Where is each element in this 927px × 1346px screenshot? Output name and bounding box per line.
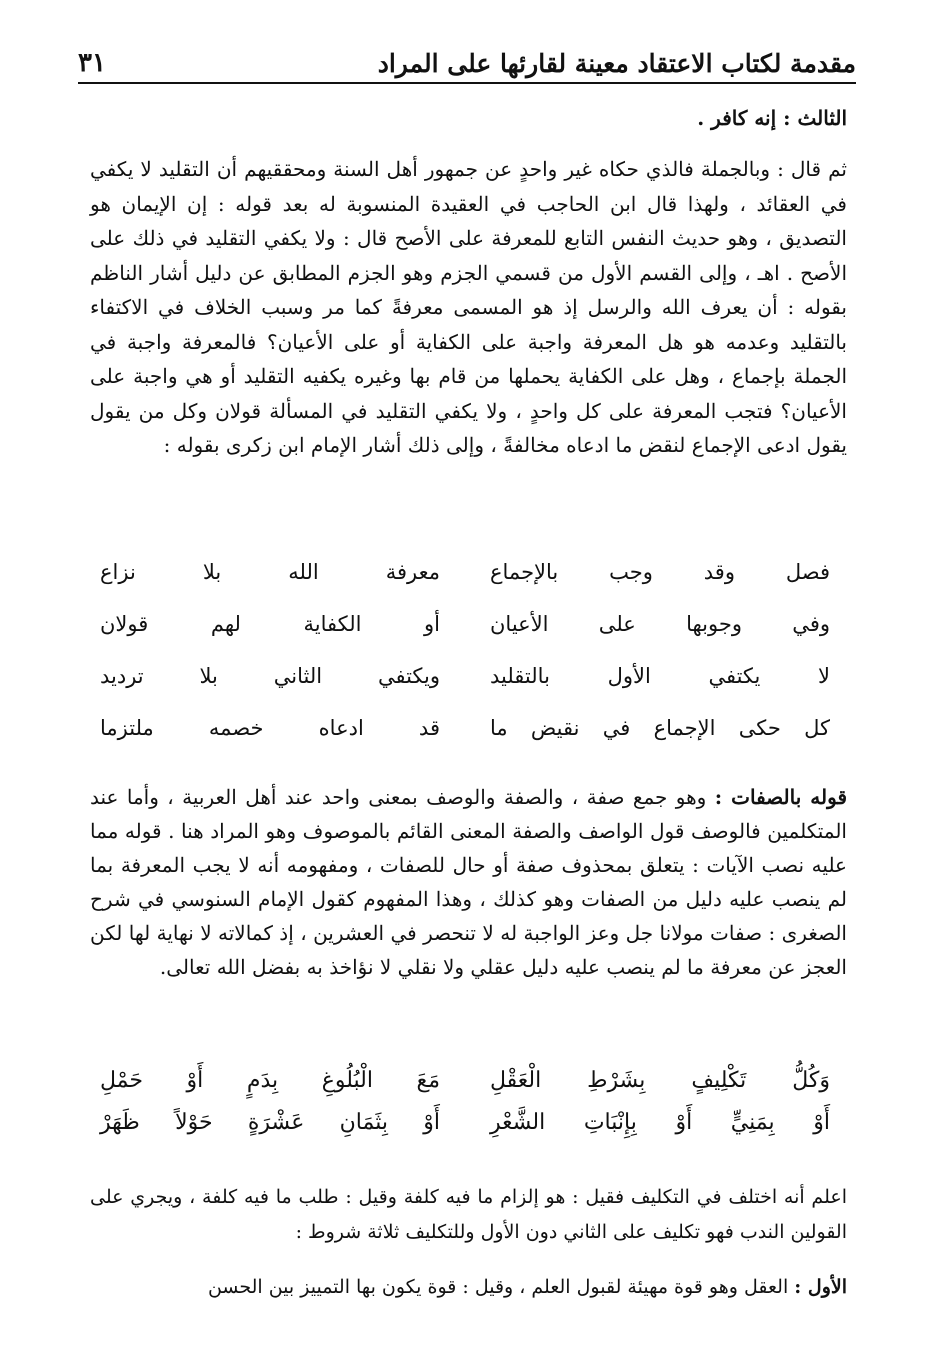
paragraph-taqlid: ثم قال : وبالجملة فالذي حكاه غير واحدٍ عن جمهور أهل السنة ومحققيهم أن التقليد لا يكفي في العقائد ، ولهذا قال ابن الحاجب في العقيدة المنسوبة له بعد قوله : إن الإيمان هو التصديق ، وهو حديث النفس التابع للمعرفة على الأصح قال : ولا يكفي التقليد في ذلك على الأصح . اهـ ، وإلى القسم الأول من قسمي الجزم وهو الجزم المطابق عن دليل أشار الناظم بقوله : أن يعرف الله والرسل إذ هو المسمى معرفةً كما مر وسبب الخلاف في الاكتفاء بالتقليد وعدمه هو هل المعرفة واجبة على الكفاية أو على الأعيان؟ فالمعرفة واجبة في الجملة بإجماع ، وهل على الكفاية يحملها من قام بها وغيره يكفيه التقليد أو هي واجبة على الأعيان؟ فتجب المعرفة على كل واحدٍ ، ولا يكفي التقليد في المسألة قولان وكل من يقول يقول ادعى الإجماع لنقض ما ادعاه مخالفةً ، وإلى ذلك أشار الإمام ابن زكرى بقوله : bbox=[90, 157, 847, 457]
paragraph-body: العقل وهو قوة مهيئة لقبول العلم ، وقيل : قوة يكون بها التمييز بين الحسن bbox=[207, 1276, 789, 1298]
verse-left-hemistich: معرفة الله بلا نزاع bbox=[100, 560, 440, 584]
paragraph-first-condition bbox=[90, 1270, 847, 1305]
running-title: مقدمة لكتاب الاعتقاد معينة لقارئها على المراد bbox=[377, 49, 856, 78]
verse-right-hemistich: أَوْ بِمَنِيٍّ أَوْ بِإِنْبَاتِ الشَّعْرِ bbox=[490, 1110, 830, 1135]
header-rule bbox=[78, 82, 856, 84]
verse-right-hemistich: فصل وقد وجب بالإجماع bbox=[490, 560, 830, 584]
paragraph-body: وهو جمع صفة ، والصفة والوصف بمعنى واحد عند أهل العربية ، وأما عند المتكلمين فالوصف قول الواصف والصفة المعنى القائم بالموصوف وهو المراد هنا . قوله مما عليه نصب الآيات : يتعلق بمحذوف صفة أو حال للصفات ، ومفهومه أنه لا يجب المعرفة بما لم ينصب عليه دليل من الصفات وهو كذلك ، وهذا المفهوم كقول الإمام السنوسي في شرح الصغرى : صفات مولانا جل وعز الواجبة له لا تنحصر في العشرين ، إذ كمالاته لا نهاية لها لكن العجز عن معرفة ما لم ينصب عليه دليل عقلي ولا نقلي لا نؤاخذ به بفضل الله تعالى. bbox=[90, 785, 847, 979]
verse-right-hemistich: لا يكتفي الأول بالتقليد bbox=[490, 664, 830, 688]
verse-line bbox=[100, 1110, 830, 1152]
verse-left-hemistich: قد ادعاه خصمه ملتزما bbox=[100, 716, 440, 740]
poem-block-1 bbox=[100, 560, 830, 768]
page-number: ٣١ bbox=[78, 48, 106, 78]
verse-left-hemistich: أَوْ بِثَمَانِ عَشْرَةٍ حَوْلاً ظَهَرْ bbox=[100, 1110, 440, 1135]
verse-right-hemistich: وَكُلُّ تَكْلِيفٍ بِشَرْطِ الْعَقْلِ bbox=[490, 1068, 830, 1093]
verse-left-hemistich: ويكتفي الثاني بلا ترديد bbox=[100, 664, 440, 688]
verse-left-hemistich: مَعَ الْبُلُوغِ بِدَمٍ أَوْ حَمْلِ bbox=[100, 1068, 440, 1093]
paragraph-text: الثالث : إنه كافر . bbox=[697, 106, 847, 130]
lead-term: قوله بالصفات : bbox=[714, 785, 847, 809]
paragraph-third-opinion bbox=[90, 100, 847, 136]
verse-left-hemistich: أو الكفاية لهم قولان bbox=[100, 612, 440, 636]
paragraph-taklif: اعلم أنه اختلف في التكليف فقيل : هو إلزام ما فيه كلفة وقيل : طلب ما فيه كلفة ، ويجري على القولين الندب فهو تكليف على الثاني دون الأول وللتكليف ثلاثة شروط : bbox=[90, 1186, 847, 1243]
verse-line bbox=[100, 612, 830, 664]
verse-line bbox=[100, 560, 830, 612]
page-header bbox=[78, 38, 856, 78]
verse-line bbox=[100, 1068, 830, 1110]
verse-right-hemistich: وفي وجوبها على الأعيان bbox=[490, 612, 830, 636]
paragraph-sifat bbox=[90, 780, 847, 984]
lead-term: الأول : bbox=[794, 1276, 847, 1298]
verse-right-hemistich: كل حكى الإجماع في نقيض ما bbox=[490, 716, 830, 740]
verse-line bbox=[100, 664, 830, 716]
verse-line bbox=[100, 716, 830, 768]
poem-block-2 bbox=[100, 1068, 830, 1152]
